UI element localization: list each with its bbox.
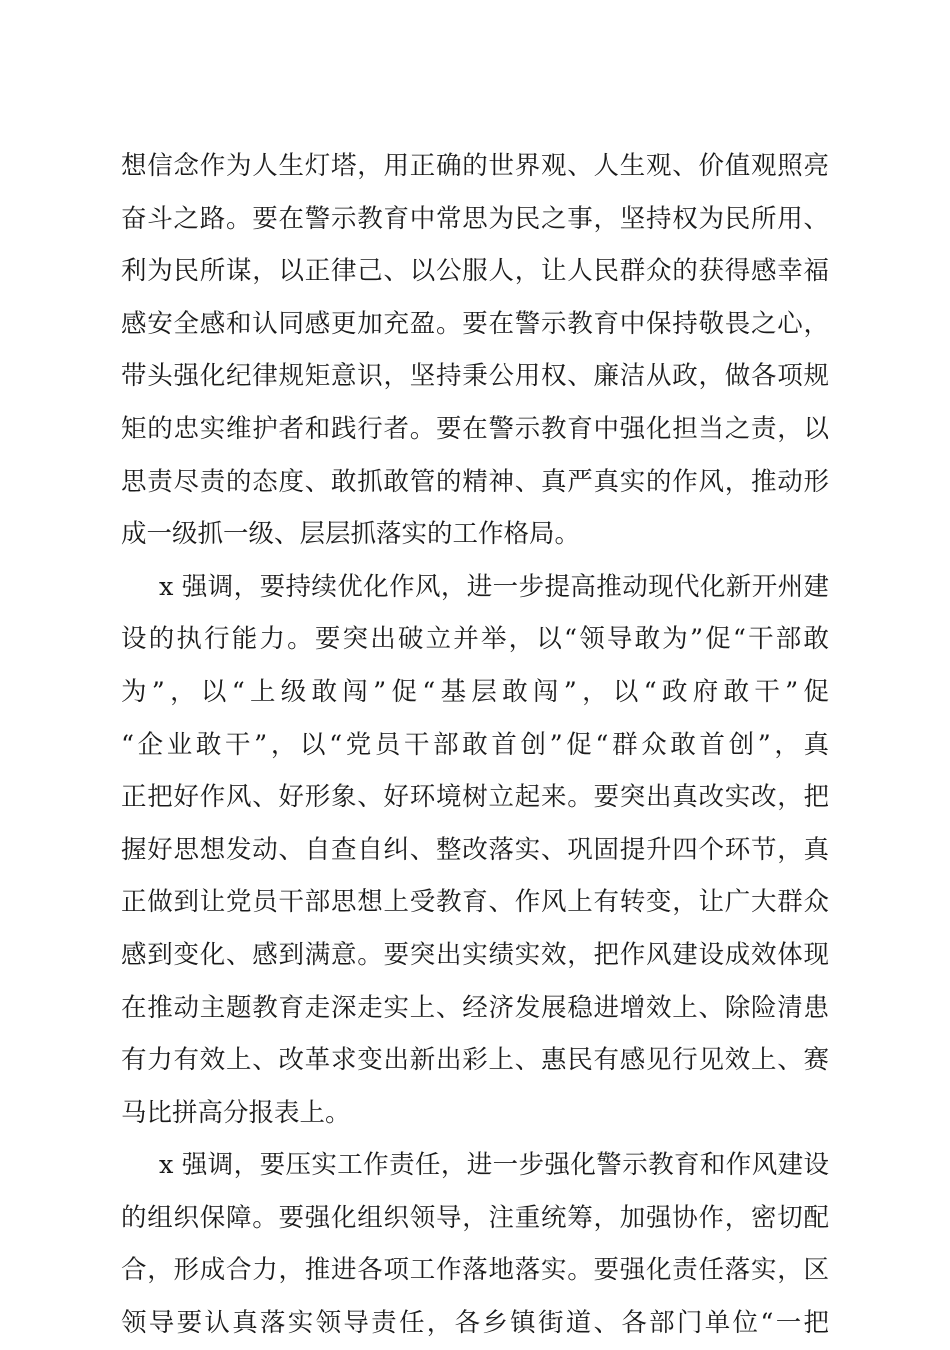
text-line: 想信念作为人生灯塔，用正确的世界观、人生观、价值观照亮	[121, 151, 829, 181]
text-line: 带头强化纪律规矩意识，坚持秉公用权、廉洁从政，做各项规	[121, 361, 829, 392]
text-line: 利为民所谋，以正律己、以公服人，让人民群众的获得感幸福	[121, 256, 829, 287]
paragraph-start-line: x 强调，要持续优化作风，进一步提高推动现代化新开州建	[159, 571, 829, 602]
text-line: 握好思想发动、自查自纠、整改落实、巩固提升四个环节，真	[121, 834, 829, 865]
text-line: 感安全感和认同感更加充盈。要在警示教育中保持敬畏之心，	[121, 308, 829, 339]
text-line: 正做到让党员干部思想上受教育、作风上有转变，让广大群众	[121, 887, 829, 918]
text-line: 的组织保障。要强化组织领导，注重统筹，加强协作，密切配	[121, 1202, 829, 1233]
text-line: 合，形成合力，推进各项工作落地落实。要强化责任落实，区	[121, 1255, 829, 1286]
text-line: “企业敢干”，以“党员干部敢首创”促“群众敢首创”，真	[121, 729, 829, 760]
text-line: 成一级抓一级、层层抓落实的工作格局。	[121, 519, 581, 550]
text-line: 在推动主题教育走深走实上、经济发展稳进增效上、除险清患	[121, 992, 829, 1023]
text-line: 设的执行能力。要突出破立并举，以“领导敢为”促“干部敢	[121, 624, 829, 655]
text-line: 马比拼高分报表上。	[121, 1097, 351, 1128]
text-line: 正把好作风、好形象、好环境树立起来。要突出真改实改，把	[121, 782, 829, 813]
body-text	[121, 140, 829, 1350]
text-line: 有力有效上、改革求变出新出彩上、惠民有感见行见效上、赛	[121, 1045, 829, 1076]
paragraph-start-line: x 强调，要压实工作责任，进一步强化警示教育和作风建设	[159, 1150, 829, 1181]
text-line: 矩的忠实维护者和践行者。要在警示教育中强化担当之责，以	[121, 413, 829, 444]
text-line: 为”，以“上级敢闯”促“基层敢闯”，以“政府敢干”促	[121, 676, 829, 707]
text-line: 感到变化、感到满意。要突出实绩实效，把作风建设成效体现	[121, 939, 829, 970]
text-line: 思责尽责的态度、敢抓敢管的精神、真严真实的作风，推动形	[121, 466, 829, 497]
text-line: 奋斗之路。要在警示教育中常思为民之事，坚持权为民所用、	[121, 203, 829, 234]
text-line: 领导要认真落实领导责任，各乡镇街道、各部门单位“一把	[121, 1308, 829, 1339]
